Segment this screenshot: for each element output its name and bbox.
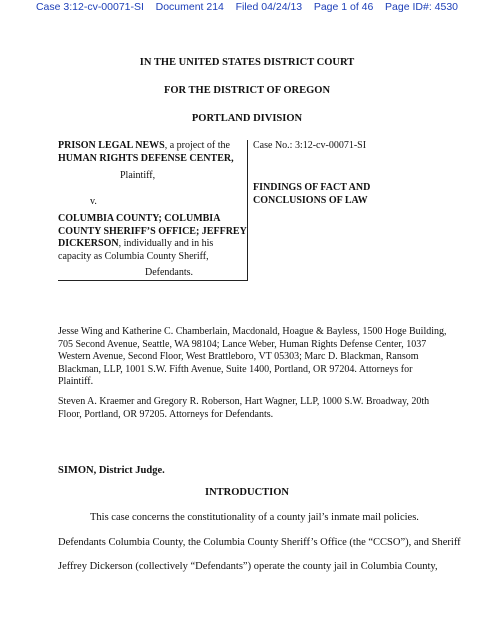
header-page-id: Page ID#: 4530 <box>385 1 459 13</box>
plaintiff-name-suffix: , a project of the <box>164 140 230 151</box>
case-number: Case No.: 3:12-cv-00071-SI <box>253 140 367 151</box>
defendant-line-3-rest: , individually and in his <box>118 238 214 249</box>
versus: v. <box>90 196 97 207</box>
intro-line-1: This case concerns the constitutionality of a county jail’s inmate mail policies. <box>90 512 419 523</box>
ecf-filing-header <box>0 0 494 14</box>
counsel-line: 705 Second Avenue, Seattle, WA 98104; Lance Weber, Human Rights Defense Center, 1037 <box>58 338 427 350</box>
defendant-line-3 <box>58 238 248 251</box>
document-title <box>253 182 453 207</box>
document-title-line-1: FINDINGS OF FACT AND <box>253 182 371 193</box>
counsel-line: Floor, Portland, OR 97205. Attorneys for Defendants. <box>58 408 274 420</box>
header-filed-date: Filed 04/24/13 <box>235 1 303 13</box>
counsel-line: Blackman, LLP, 1001 S.W. Fifth Avenue, Suite 1400, Portland, OR 97204. Attorneys for <box>58 363 413 375</box>
header-case-number: Case 3:12-cv-00071-SI <box>35 1 144 13</box>
header-document-number: Document 214 <box>155 1 224 13</box>
court-division: PORTLAND DIVISION <box>191 113 303 124</box>
defendant-counsel <box>58 396 478 421</box>
court-district: FOR THE DISTRICT OF OREGON <box>163 85 331 96</box>
intro-line-3: Jeffrey Dickerson (collectively “Defendants”) operate the county jail in Columbia County, <box>58 561 438 572</box>
plaintiff-block <box>58 140 244 165</box>
plaintiff-line-2: HUMAN RIGHTS DEFENSE CENTER, <box>58 152 234 164</box>
caption-underline <box>58 280 248 281</box>
defendant-line-4: capacity as Columbia County Sheriff, <box>58 250 209 262</box>
plaintiff-line-1 <box>58 140 244 153</box>
counsel-line: Steven A. Kraemer and Gregory R. Roberson, Hart Wagner, LLP, 1000 S.W. Broadway, 20th <box>58 396 430 407</box>
defendant-block <box>58 213 248 263</box>
counsel-line: Plaintiff. <box>58 376 94 387</box>
intro-line-2: Defendants Columbia County, the Columbia County Sheriff’s Office (the “CCSO”), and Sheriff <box>58 537 461 548</box>
introduction-heading: INTRODUCTION <box>204 487 289 498</box>
plaintiff-role: Plaintiff, <box>120 170 156 181</box>
plaintiff-counsel <box>58 326 478 389</box>
defendant-sheriff-name: DICKERSON <box>58 238 119 249</box>
header-page-count: Page 1 of 46 <box>313 1 374 13</box>
document-title-line-2: CONCLUSIONS OF LAW <box>253 194 368 206</box>
counsel-line: Western Avenue, Second Floor, West Brattleboro, VT 05303; Marc D. Blackman, Ransom <box>58 351 419 362</box>
judge-name: SIMON, District Judge. <box>58 465 165 476</box>
defendant-line-2: COUNTY SHERIFF’S OFFICE; JEFFREY <box>58 225 247 237</box>
counsel-line: Jesse Wing and Katherine C. Chamberlain, Macdonald, Hoague & Bayless, 1500 Hoge Building, <box>58 326 447 337</box>
defendant-line-1: COLUMBIA COUNTY; COLUMBIA <box>58 213 221 224</box>
defendant-role: Defendants. <box>145 267 194 278</box>
caption-divider <box>247 140 248 280</box>
court-name: IN THE UNITED STATES DISTRICT COURT <box>139 57 355 68</box>
plaintiff-name: PRISON LEGAL NEWS <box>58 140 165 151</box>
